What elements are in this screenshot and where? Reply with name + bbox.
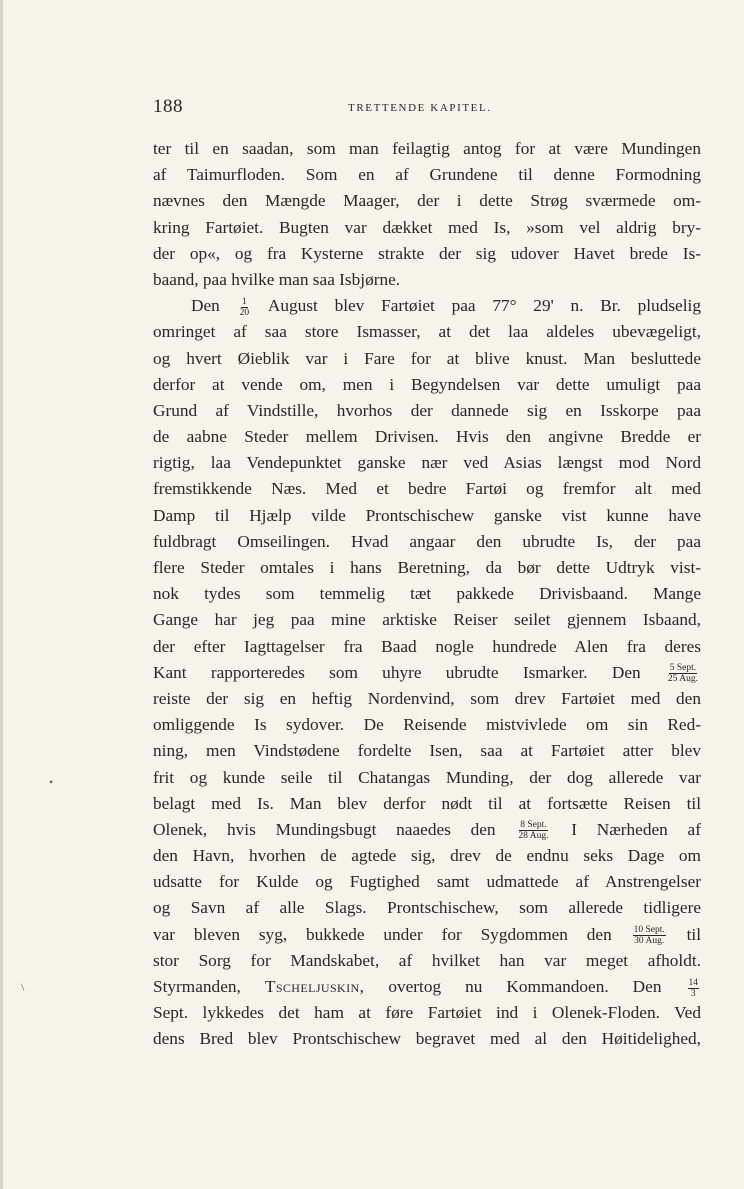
date-fraction	[633, 925, 666, 946]
text-fragment: Olenek, hvis Mundingsbugt naaedes den	[153, 819, 496, 839]
fraction-denominator: 20	[239, 307, 250, 318]
margin-mark-stroke: \	[21, 980, 25, 994]
text-line: kring Fartøiet. Bugten var dækket med Is, »som vel aldrig bry-	[153, 217, 701, 237]
date-fraction	[667, 663, 699, 684]
page-number: 188	[153, 96, 183, 117]
text-line	[153, 660, 701, 686]
text-line: stor Sorg for Mandskabet, af hvilket han var meget afholdt.	[153, 950, 701, 970]
text-line: Damp til Hjælp vilde Prontschischew ganske vist kunne have	[153, 505, 701, 525]
fraction-denominator: 30 Aug.	[634, 936, 665, 947]
fraction-denominator: 25 Aug.	[667, 674, 699, 685]
text-fragment: til	[686, 924, 702, 944]
fraction-numerator: 8 Sept.	[520, 820, 547, 831]
fraction-numerator: 5 Sept.	[669, 663, 697, 674]
fraction-numerator: 14	[688, 977, 699, 988]
text-line	[153, 974, 701, 1000]
text-line: den Havn, hvorhen de agtede sig, drev de endnu seks Dage om	[153, 846, 701, 866]
fraction-denominator: 3	[690, 988, 696, 999]
text-fragment: Kant rapporteredes som uhyre ubrudte Ismarker. Den	[153, 662, 641, 682]
fraction-denominator: 28 Aug.	[518, 831, 549, 842]
body-text	[153, 136, 701, 1053]
date-fraction	[688, 978, 700, 999]
text-line: af Taimurfloden. Som en af Grundene til denne Formodning	[153, 165, 701, 185]
text-line	[153, 922, 701, 948]
text-line: de aabne Steder mellem Drivisen. Hvis den angivne Bredde er	[153, 427, 701, 447]
date-fraction	[517, 820, 549, 841]
text-line: omringet af saa store Ismasser, at det laa aldeles ubevægeligt,	[153, 322, 701, 342]
text-line: nok tydes som temmelig tæt pakkede Drivisbaand. Mange	[153, 584, 701, 604]
page-header	[153, 96, 698, 120]
text-line: baand, paa hvilke man saa Isbjørne.	[153, 269, 401, 289]
fraction-numerator: 10 Sept.	[633, 925, 665, 936]
text-line	[153, 817, 701, 843]
person-name: Tscheljuskin,	[264, 977, 365, 996]
text-line: omliggende Is sydover. De Reisende mistvivlede om sin Red-	[153, 715, 701, 735]
text-line: Gange har jeg paa mine arktiske Reiser seilet gjennem Isbaand,	[153, 610, 701, 630]
text-line: nævnes den Mængde Maager, der i dette Strøg sværmede om-	[153, 191, 701, 211]
text-line: ning, men Vindstødene fordelte Isen, saa at Fartøiet atter blev	[153, 741, 701, 761]
running-head: TRETTENDE KAPITEL.	[348, 102, 492, 114]
text-fragment: Styrmanden,	[153, 977, 241, 996]
text-line: ter til en saadan, som man feilagtig antog for at være Mundingen	[153, 139, 701, 158]
text-line: og hvert Øieblik var i Fare for at blive knust. Man besluttede	[153, 348, 701, 368]
text-line: fuldbragt Omseilingen. Hvad angaar den ubrudte Is, der paa	[153, 531, 701, 551]
margin-mark-dot: •	[49, 775, 54, 789]
text-line: udsatte for Kulde og Fugtighed samt udmattede af Anstrengelser	[153, 872, 701, 892]
text-line: dens Bred blev Prontschischew begravet med al den Høitidelighed,	[153, 1029, 701, 1049]
text-fragment: overtog nu Kommandoen. Den	[388, 977, 662, 996]
text-fragment: Den	[191, 296, 220, 316]
fraction-numerator: 1	[241, 296, 247, 307]
text-line: derfor at vende om, men i Begyndelsen var dette umuligt paa	[153, 374, 701, 394]
date-fraction	[239, 297, 251, 318]
text-line	[153, 293, 701, 319]
text-line: og Savn af alle Slags. Prontschischew, som allerede tidligere	[153, 898, 701, 918]
text-line: belagt med Is. Man blev derfor nødt til at fortsætte Reisen til	[153, 793, 701, 813]
text-line: frit og kunde seile til Chatangas Munding, der dog allerede var	[153, 767, 701, 787]
text-line: Grund af Vindstille, hvorhos der dannede sig en Isskorpe paa	[153, 400, 701, 420]
text-fragment: var bleven syg, bukkede under for Sygdommen den	[153, 924, 612, 944]
text-fragment: I Nærheden af	[571, 819, 701, 839]
text-line: flere Steder omtales i hans Beretning, da bør dette Udtryk vist-	[153, 558, 701, 577]
text-line: der efter Iagttagelser fra Baad nogle hundrede Alen fra deres	[153, 636, 701, 656]
text-line: fremstikkende Næs. Med et bedre Fartøi og fremfor alt med	[153, 479, 701, 499]
text-line: reiste der sig en heftig Nordenvind, som drev Fartøiet med den	[153, 688, 701, 708]
text-fragment: August blev Fartøiet paa 77° 29' n. Br. pludselig	[267, 296, 701, 316]
text-line: Sept. lykkedes det ham at føre Fartøiet ind i Olenek-Floden. Ved	[153, 1003, 701, 1023]
text-line: der op«, og fra Kysterne strakte der sig udover Havet brede Is-	[153, 243, 701, 263]
text-line: rigtig, laa Vendepunktet ganske nær ved Asias længst mod Nord	[153, 453, 701, 473]
